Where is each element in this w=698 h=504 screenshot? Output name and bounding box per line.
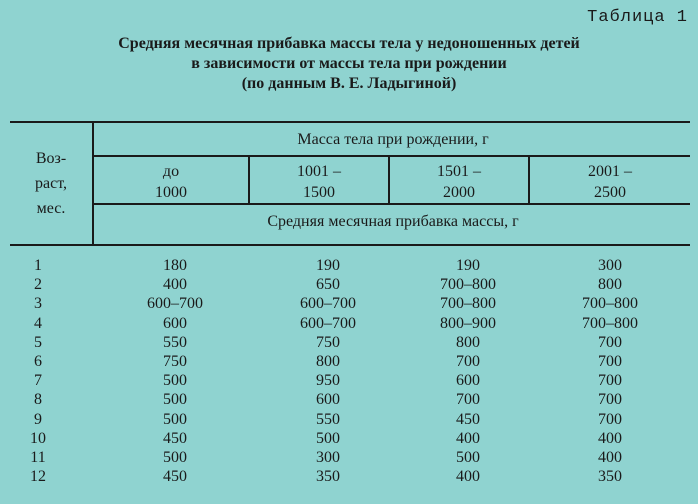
value-cell: 700 (598, 372, 622, 390)
age-header-line: раст, (35, 175, 67, 192)
table-row (10, 352, 690, 371)
value-cell: 400 (598, 429, 622, 447)
value-cell: 700 (598, 391, 622, 409)
table-body (10, 256, 690, 486)
value-cell: 600–700 (300, 314, 356, 332)
value-cell: 550 (163, 333, 187, 351)
value-cell: 350 (598, 468, 622, 486)
value-cell: 800 (598, 276, 622, 294)
value-cell: 300 (316, 448, 340, 466)
value-cell: 700–800 (440, 276, 496, 294)
table-row (10, 448, 690, 467)
value-cell: 800 (316, 352, 340, 370)
value-cell: 600–700 (147, 295, 203, 313)
avg-gain-header: Средняя месячная прибавка массы, г (267, 213, 519, 230)
table-row (10, 467, 690, 486)
value-cell: 800 (456, 333, 480, 351)
title-line-2: в зависимости от массы тела при рождении (191, 55, 507, 72)
value-cell: 400 (163, 276, 187, 294)
value-cell: 700 (456, 391, 480, 409)
value-cell: 700–800 (582, 314, 638, 332)
mass-range-header (390, 161, 528, 203)
age-cell: 3 (34, 295, 42, 313)
value-cell: 600 (456, 372, 480, 390)
value-cell: 700–800 (440, 295, 496, 313)
value-cell: 350 (316, 468, 340, 486)
value-cell: 400 (456, 468, 480, 486)
value-cell: 750 (163, 352, 187, 370)
header-rule-1 (94, 155, 690, 157)
value-cell: 700 (598, 410, 622, 428)
value-cell: 650 (316, 276, 340, 294)
table-row (10, 256, 690, 275)
value-cell: 450 (163, 468, 187, 486)
age-cell: 7 (34, 372, 42, 390)
table-number: Таблица 1 (587, 8, 688, 27)
mass-range-line: до (162, 163, 180, 180)
table-row (10, 294, 690, 313)
age-cell: 11 (30, 448, 46, 466)
value-cell: 450 (456, 410, 480, 428)
value-cell: 700–800 (582, 295, 638, 313)
value-cell: 300 (598, 257, 622, 274)
mass-range-header (250, 161, 388, 203)
age-cell: 12 (30, 468, 46, 486)
age-cell: 9 (34, 410, 42, 428)
mass-range-line: 1500 (303, 184, 335, 201)
table-title (0, 34, 698, 94)
value-cell: 600 (163, 314, 187, 332)
value-cell: 600–700 (300, 295, 356, 313)
value-cell: 190 (456, 257, 480, 274)
mass-range-line: 2001 – (588, 163, 632, 180)
value-cell: 600 (316, 391, 340, 409)
age-cell: 5 (34, 333, 42, 351)
table-row (10, 390, 690, 409)
value-cell: 700 (598, 352, 622, 370)
value-cell: 500 (316, 429, 340, 447)
value-cell: 500 (163, 372, 187, 390)
mass-range-line: 1501 – (437, 163, 481, 180)
mass-range-line: 2000 (443, 184, 475, 201)
mass-range-line: 2500 (594, 184, 626, 201)
table-row (10, 333, 690, 352)
value-cell: 750 (316, 333, 340, 351)
value-cell: 950 (316, 372, 340, 390)
age-cell: 6 (34, 352, 42, 370)
value-cell: 500 (163, 410, 187, 428)
mass-range-line: 1000 (155, 184, 187, 201)
birth-mass-header: Масса тела при рождении, г (297, 131, 489, 148)
title-line-1: Средняя месячная прибавка массы тела у недоношенных детей (118, 35, 580, 52)
table-row (10, 371, 690, 390)
value-cell: 500 (163, 448, 187, 466)
table-row (10, 410, 690, 429)
value-cell: 550 (316, 410, 340, 428)
table-row (10, 314, 690, 333)
age-cell: 1 (34, 257, 42, 274)
value-cell: 500 (163, 391, 187, 409)
value-cell: 400 (598, 448, 622, 466)
value-cell: 700 (456, 352, 480, 370)
title-line-3: (по данным В. Е. Ладыгиной) (241, 75, 457, 92)
mass-range-header (94, 161, 248, 203)
age-cell: 2 (34, 276, 42, 294)
table-row (10, 275, 690, 294)
table-header (10, 123, 690, 246)
age-cell: 8 (34, 391, 42, 409)
value-cell: 190 (316, 257, 340, 274)
header-rule-2 (94, 203, 690, 205)
table-row (10, 429, 690, 448)
age-cell: 4 (34, 314, 42, 332)
value-cell: 700 (598, 333, 622, 351)
age-header-line: мес. (36, 200, 66, 217)
age-cell: 10 (30, 429, 46, 447)
value-cell: 500 (456, 448, 480, 466)
mass-range-line: 1001 – (297, 163, 341, 180)
value-cell: 450 (163, 429, 187, 447)
value-cell: 800–900 (440, 314, 496, 332)
mass-range-header (530, 161, 690, 203)
value-cell: 180 (163, 257, 187, 274)
value-cell: 400 (456, 429, 480, 447)
age-header-line: Воз- (35, 150, 67, 167)
age-header (10, 146, 92, 221)
